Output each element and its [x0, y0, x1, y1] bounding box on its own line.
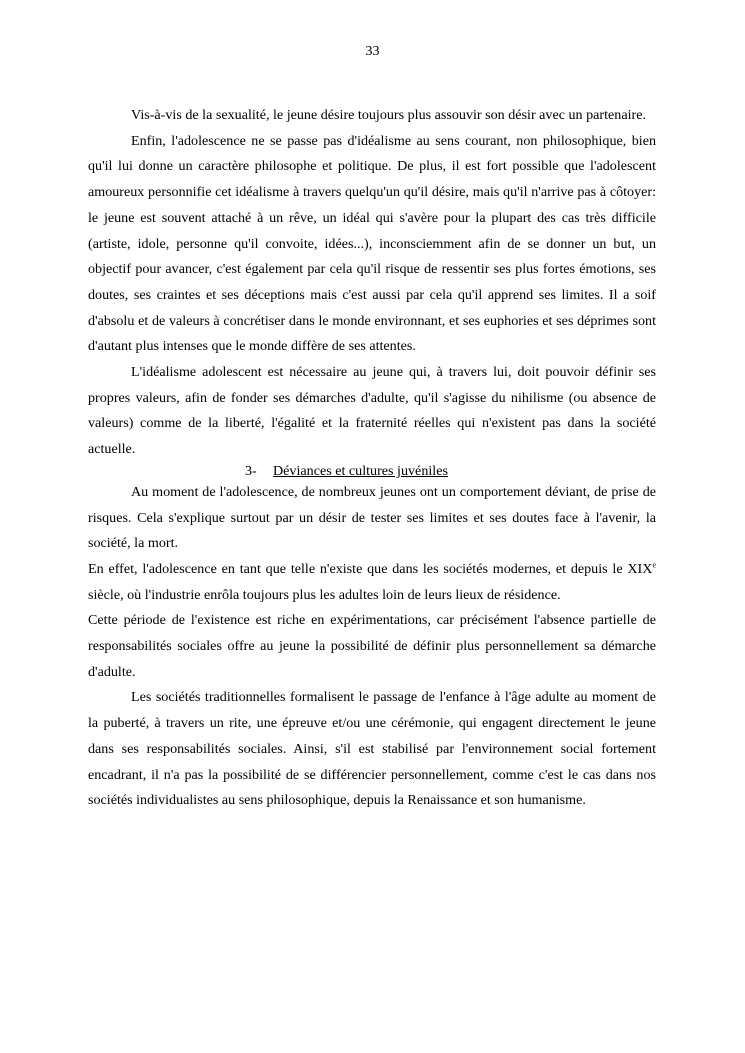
- paragraph-idealisme-adolescent: L'idéalisme adolescent est nécessaire au jeune qui, à travers lui, doit pouvoir définir ses propres valeurs, afin de fonder ses démarches d'adulte, qu'il s'agisse du nihilisme (ou absence de valeurs) comme de la liberté, l'égalité et la fraternité réelles qui n'existent pas dans la société actuelle.: [88, 364, 656, 458]
- section-heading: [88, 463, 656, 480]
- page-number: 33: [365, 44, 380, 59]
- section-title: Déviances et cultures juvéniles: [273, 462, 448, 479]
- paragraph-societes-modernes-text-start: En effet, l'adolescence en tant que telle n'existe que dans les sociétés modernes, et depuis le XIX: [88, 560, 653, 577]
- section-number: 3-: [245, 462, 257, 479]
- paragraph-societes-modernes-text-end: siècle, où l'industrie enrôla toujours plus les adultes loin de leurs lieux de résidence.: [88, 586, 561, 603]
- paragraph-societes-modernes: [88, 557, 656, 608]
- paragraph-experimentations: Cette période de l'existence est riche en expérimentations, car précisément l'absence partielle de responsabilités sociales offre au jeune la possibilité de définir plus personnellement sa démarche d'adulte.: [88, 612, 656, 680]
- paragraph-comportement-deviant: Au moment de l'adolescence, de nombreux jeunes ont un comportement déviant, de prise de risques. Cela s'explique surtout par un désir de tester ses limites et ses doutes face à l'avenir, la société, la mort.: [88, 483, 656, 552]
- document-body: [88, 103, 656, 814]
- paragraph-societes-traditionnelles: Les sociétés traditionnelles formalisent le passage de l'enfance à l'âge adulte au moment de la puberté, à travers un rite, une épreuve et/ou une cérémonie, qui engagent directement le jeune dans ses responsabilités sociales. Ainsi, s'il est stabilisé par l'environnement social fortement encadrant, il n'a pas la possibilité de se différencier personnellement, comme c'est le cas dans nos sociétés individualistes au sens philosophique, depuis la Renaissance et son humanisme.: [88, 689, 656, 809]
- superscript-e: e: [652, 560, 656, 570]
- paragraph-idealisme: Enfin, l'adolescence ne se passe pas d'idéalisme au sens courant, non philosophique, bien qu'il lui donne un caractère philosophe et politique. De plus, il est fort possible que l'adolescent amoureux personnifie cet idéalisme à travers quelqu'un qu'il désire, mais qu'il n'arrive pas à côtoyer: le jeune est souvent attaché à un rêve, un idéal qui s'avère pour la plupart des cas très difficile (artiste, idole, personne qu'il convoite, idées...), inconsciemment afin de se donner un but, un objectif pour avancer, c'est également par cela qu'il risque de ressentir ses plus fortes émotions, ses doutes, ses craintes et ses déceptions mais c'est aussi par cela qu'il apprend ses limites. Il a soif d'absolu et de valeurs à concrétiser dans le monde environnant, et ses euphories et ses déprimes sont d'autant plus intenses que le monde diffère de ses attentes.: [88, 132, 656, 355]
- paragraph-sexualite: Vis-à-vis de la sexualité, le jeune désire toujours plus assouvir son désir avec un partenaire.: [131, 107, 646, 123]
